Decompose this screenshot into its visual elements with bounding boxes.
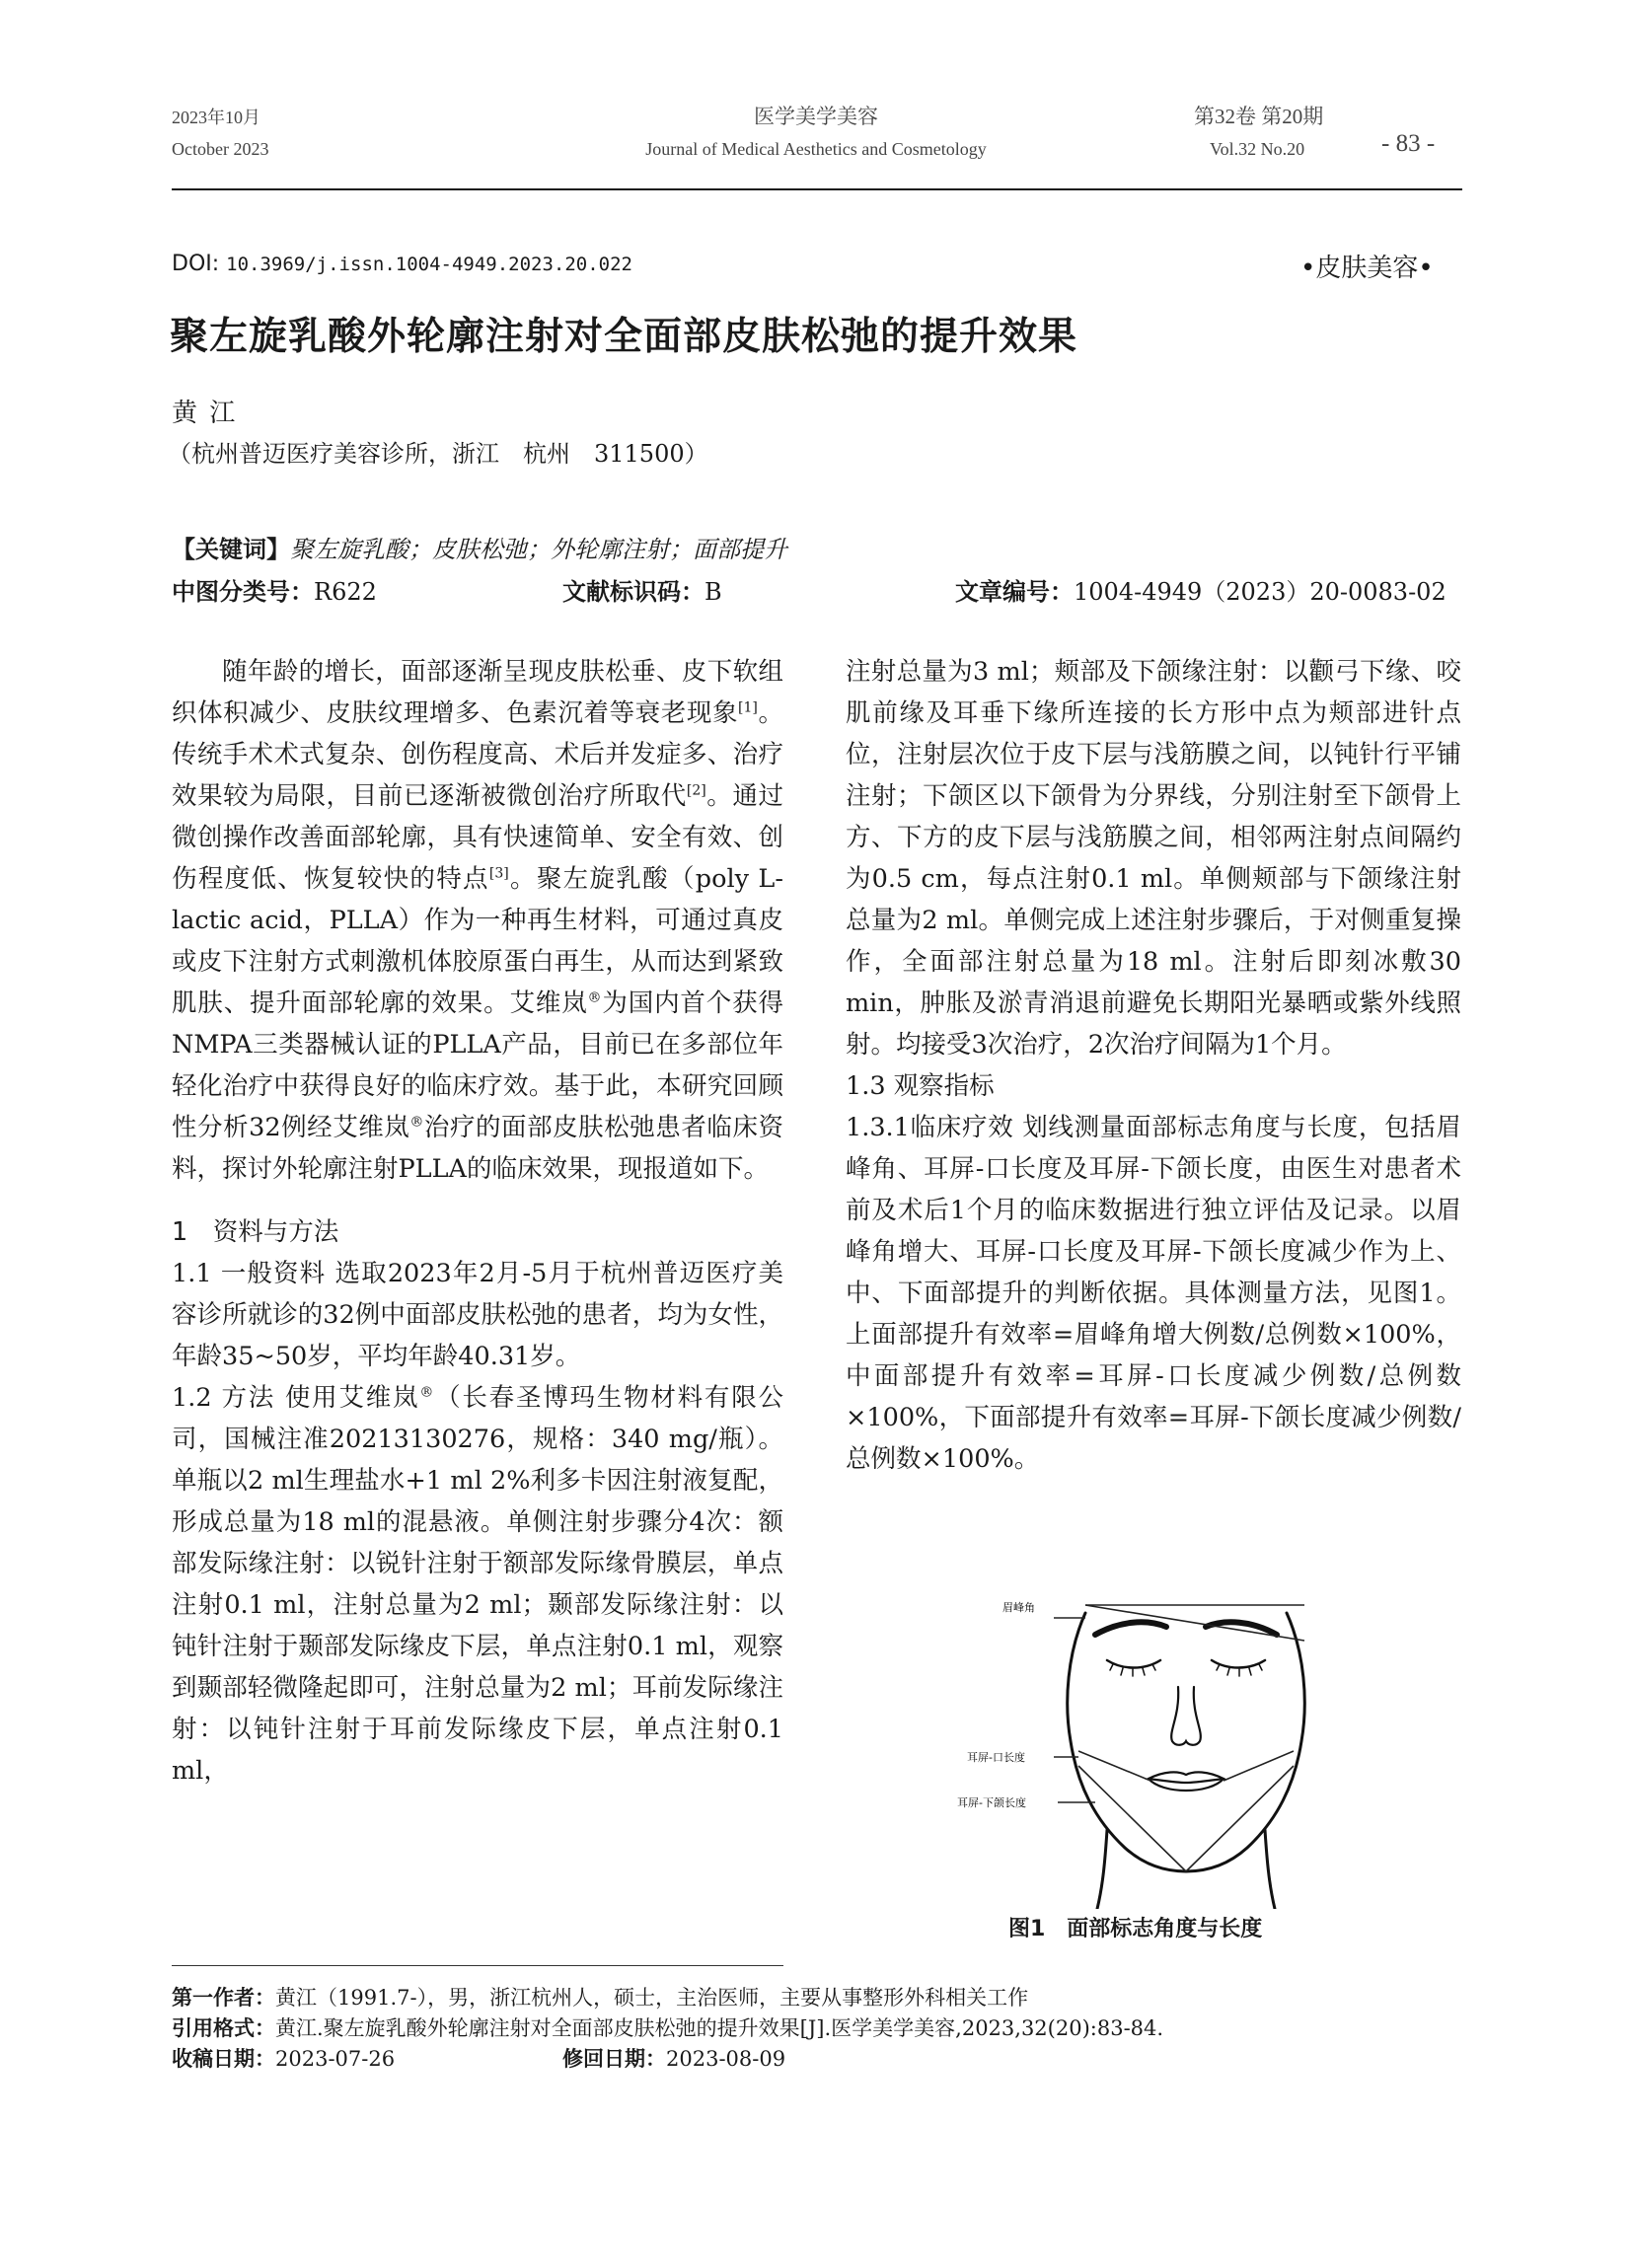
- first-author-info: 黄江（1991.7-），男，浙江杭州人，硕士，主治医师，主要从事整形外科相关工作: [275, 1986, 1029, 2010]
- registered-mark-3: ®: [419, 1384, 434, 1401]
- keywords: 聚左旋乳酸；皮肤松弛；外轮廓注射；面部提升: [290, 536, 787, 563]
- header-rule: [172, 188, 1462, 190]
- intro-text-6: 治疗的面部皮肤松弛患者临床资料，探讨外轮廓注射PLLA的临床效果，现报道如下。: [172, 1113, 783, 1184]
- registered-mark-1: ®: [587, 989, 602, 1006]
- author: 黄 江: [172, 399, 238, 428]
- header-journal-en: Journal of Medical Aesthetics and Cosmetology: [645, 139, 987, 159]
- clc-label: 中图分类号：: [172, 578, 314, 606]
- citation-label: 引用格式：: [172, 2016, 275, 2040]
- face-illustration: [937, 1583, 1312, 1909]
- intro-text-2: 。传统手术术式复杂、创伤程度高、术后并发症多、治疗效果较为局限，目前已逐渐被微创治疗所取代: [172, 698, 783, 811]
- paragraph-1-2-a: 1.2 方法 使用艾维岚: [172, 1383, 420, 1413]
- citation-ref-2: [2]: [686, 782, 706, 799]
- doc-code-value: B: [705, 578, 722, 606]
- paragraph-1-3-1: 1.3.1临床疗效 划线测量面部标志角度与长度，包括眉峰角、耳屏-口长度及耳屏-下颌长度，由医生对患者术前及术后1个月的临床数据进行独立评估及记录。以眉峰角增大、耳屏-口长度及耳屏-下颌长度减少作为上、中、下面部提升的判断依据。具体测量方法，见图1。上面部提升有效率=眉峰角增大例数/总例数×100%，中面部提升有效率=耳屏-口长度减少例数/总例数×100%，下面部提升有效率=耳屏-下颌长度减少例数/总例数×100%。: [846, 1113, 1461, 1474]
- intro-paragraph: [172, 651, 783, 1190]
- figure-caption: 图1 面部标志角度与长度: [1008, 1917, 1263, 1941]
- column-tag: •皮肤美容•: [1300, 254, 1434, 283]
- section-heading-1: 1 资料与方法: [172, 1217, 339, 1247]
- header-volume-en: Vol.32 No.20: [1210, 139, 1305, 159]
- received-date: 2023-07-26: [275, 2047, 396, 2071]
- header-date-en: October 2023: [172, 139, 269, 159]
- doc-code-label: 文献标识码：: [562, 578, 705, 606]
- affiliation: （杭州普迈医疗美容诊所，浙江 杭州 311500）: [168, 440, 708, 468]
- doi-line: [172, 252, 632, 276]
- left-eyebrow: [1095, 1622, 1166, 1635]
- doi-value: 10.3969/j.issn.1004-4949.2023.20.022: [226, 254, 632, 275]
- first-author-line: [172, 1983, 1028, 2013]
- neck-left: [1097, 1830, 1107, 1909]
- keywords-label: 【关键词】: [172, 536, 290, 563]
- revised-label: 修回日期：: [562, 2047, 666, 2071]
- clc-value: R622: [314, 578, 377, 606]
- section-heading-1-3: 1.3 观察指标: [846, 1071, 995, 1101]
- neck-right: [1265, 1830, 1275, 1909]
- header-date-cn: 2023年10月: [172, 108, 260, 127]
- footnote-rule: [172, 1965, 783, 1966]
- intro-text-4: 。聚左旋乳酸（poly L-lactic acid，PLLA）作为一种再生材料，可通过真皮或皮下注射方式刺激机体胶原蛋白再生，从而达到紧致肌肤、提升面部轮廓的效果。艾维岚: [172, 864, 783, 1018]
- right-column: [846, 651, 1461, 1480]
- doi-label: DOI:: [172, 252, 220, 276]
- intro-text-5: 为国内首个获得NMPA三类器械认证的PLLA产品，目前已在多部位年轻化治疗中获得良好的临床疗效。基于此，本研究回顾性分析32例经艾维岚: [172, 988, 783, 1142]
- citation-text: 黄江.聚左旋乳酸外轮廓注射对全面部皮肤松弛的提升效果[J].医学美学美容,2023,32(20):83-84.: [275, 2016, 1164, 2040]
- first-author-label: 第一作者：: [172, 1986, 275, 2010]
- paragraph-continued: 注射总量为3 ml；颊部及下颌缘注射：以颧弓下缘、咬肌前缘及耳垂下缘所连接的长方形中点为颊部进针点位，注射层次位于皮下层与浅筋膜之间，以钝针行平铺注射；下颌区以下颌骨为分界线，分别注射至下颌骨上方、下方的皮下层与浅筋膜之间，相邻两注射点间隔约为0.5 cm，每点注射0.1 ml。单侧颊部与下颌缘注射总量为2 ml。单侧完成上述注射步骤后，于对侧重复操作，全面部注射总量为18 ml。注射后即刻冰敷30 min，肿胀及淤青消退前避免长期阳光暴晒或紫外线照射。均接受3次治疗，2次治疗间隔为1个月。: [846, 657, 1461, 1060]
- article-no-line: [955, 572, 1447, 607]
- paragraph-1-2: [172, 1377, 783, 1792]
- registered-mark-2: ®: [409, 1114, 424, 1131]
- label-tragus-mouth: 耳屏-口长度: [967, 1751, 1025, 1764]
- revised-date: 2023-08-09: [666, 2047, 786, 2071]
- figure-1: [937, 1583, 1312, 1909]
- article-title: 聚左旋乳酸外轮廓注射对全面部皮肤松弛的提升效果: [170, 315, 1078, 359]
- label-brow-angle: 眉峰角: [1002, 1601, 1035, 1614]
- header-volume-cn: 第32卷 第20期: [1194, 105, 1324, 128]
- nose: [1171, 1687, 1201, 1745]
- clc-line: [172, 572, 377, 607]
- received-label: 收稿日期：: [172, 2047, 275, 2071]
- citation-ref-1: [1]: [738, 699, 758, 716]
- right-eyebrow: [1206, 1622, 1277, 1635]
- keywords-line: [172, 530, 787, 564]
- page-number: - 83 -: [1381, 130, 1436, 157]
- header-journal-cn: 医学美学美容: [754, 105, 878, 128]
- doc-code-line: [562, 572, 722, 607]
- intro-text-1: 随年龄的增长，面部逐渐呈现皮肤松垂、皮下软组织体积减少、皮肤纹理增多、色素沉着等衰老现象: [172, 657, 783, 728]
- article-no-label: 文章编号：: [955, 578, 1074, 606]
- label-tragus-jaw: 耳屏-下颌长度: [957, 1796, 1026, 1809]
- revised-line: [562, 2044, 785, 2075]
- paragraph-1-1: 1.1 一般资料 选取2023年2月-5月于杭州普迈医疗美容诊所就诊的32例中面部皮肤松弛的患者，均为女性，年龄35~50岁，平均年龄40.31岁。: [172, 1259, 783, 1371]
- intro-text-3: 。通过微创操作改善面部轮廓，具有快速简单、安全有效、创伤程度低、恢复较快的特点: [172, 781, 783, 894]
- left-column: [172, 651, 783, 1792]
- upper-lip: [1149, 1772, 1224, 1783]
- paragraph-1-2-b: （长春圣博玛生物材料有限公司，国械注准20213130276，规格：340 mg/瓶）。单瓶以2 ml生理盐水+1 ml 2%利多卡因注射液复配，形成总量为18 ml的混悬液。单侧注射步骤分4次：额部发际缘注射：以锐针注射于额部发际缘骨膜层，单点注射0.1 ml，注射总量为2 ml；颞部发际缘注射：以钝针注射于颞部发际缘皮下层，单点注射0.1 ml，观察到颞部轻微隆起即可，注射总量为2 ml；耳前发际缘注射：以钝针注射于耳前发际缘皮下层，单点注射0.1 ml，: [172, 1383, 783, 1786]
- citation-line: [172, 2013, 1163, 2044]
- received-line: [172, 2044, 395, 2075]
- citation-ref-3: [3]: [488, 865, 509, 882]
- article-no-value: 1004-4949（2023）20-0083-02: [1074, 578, 1447, 606]
